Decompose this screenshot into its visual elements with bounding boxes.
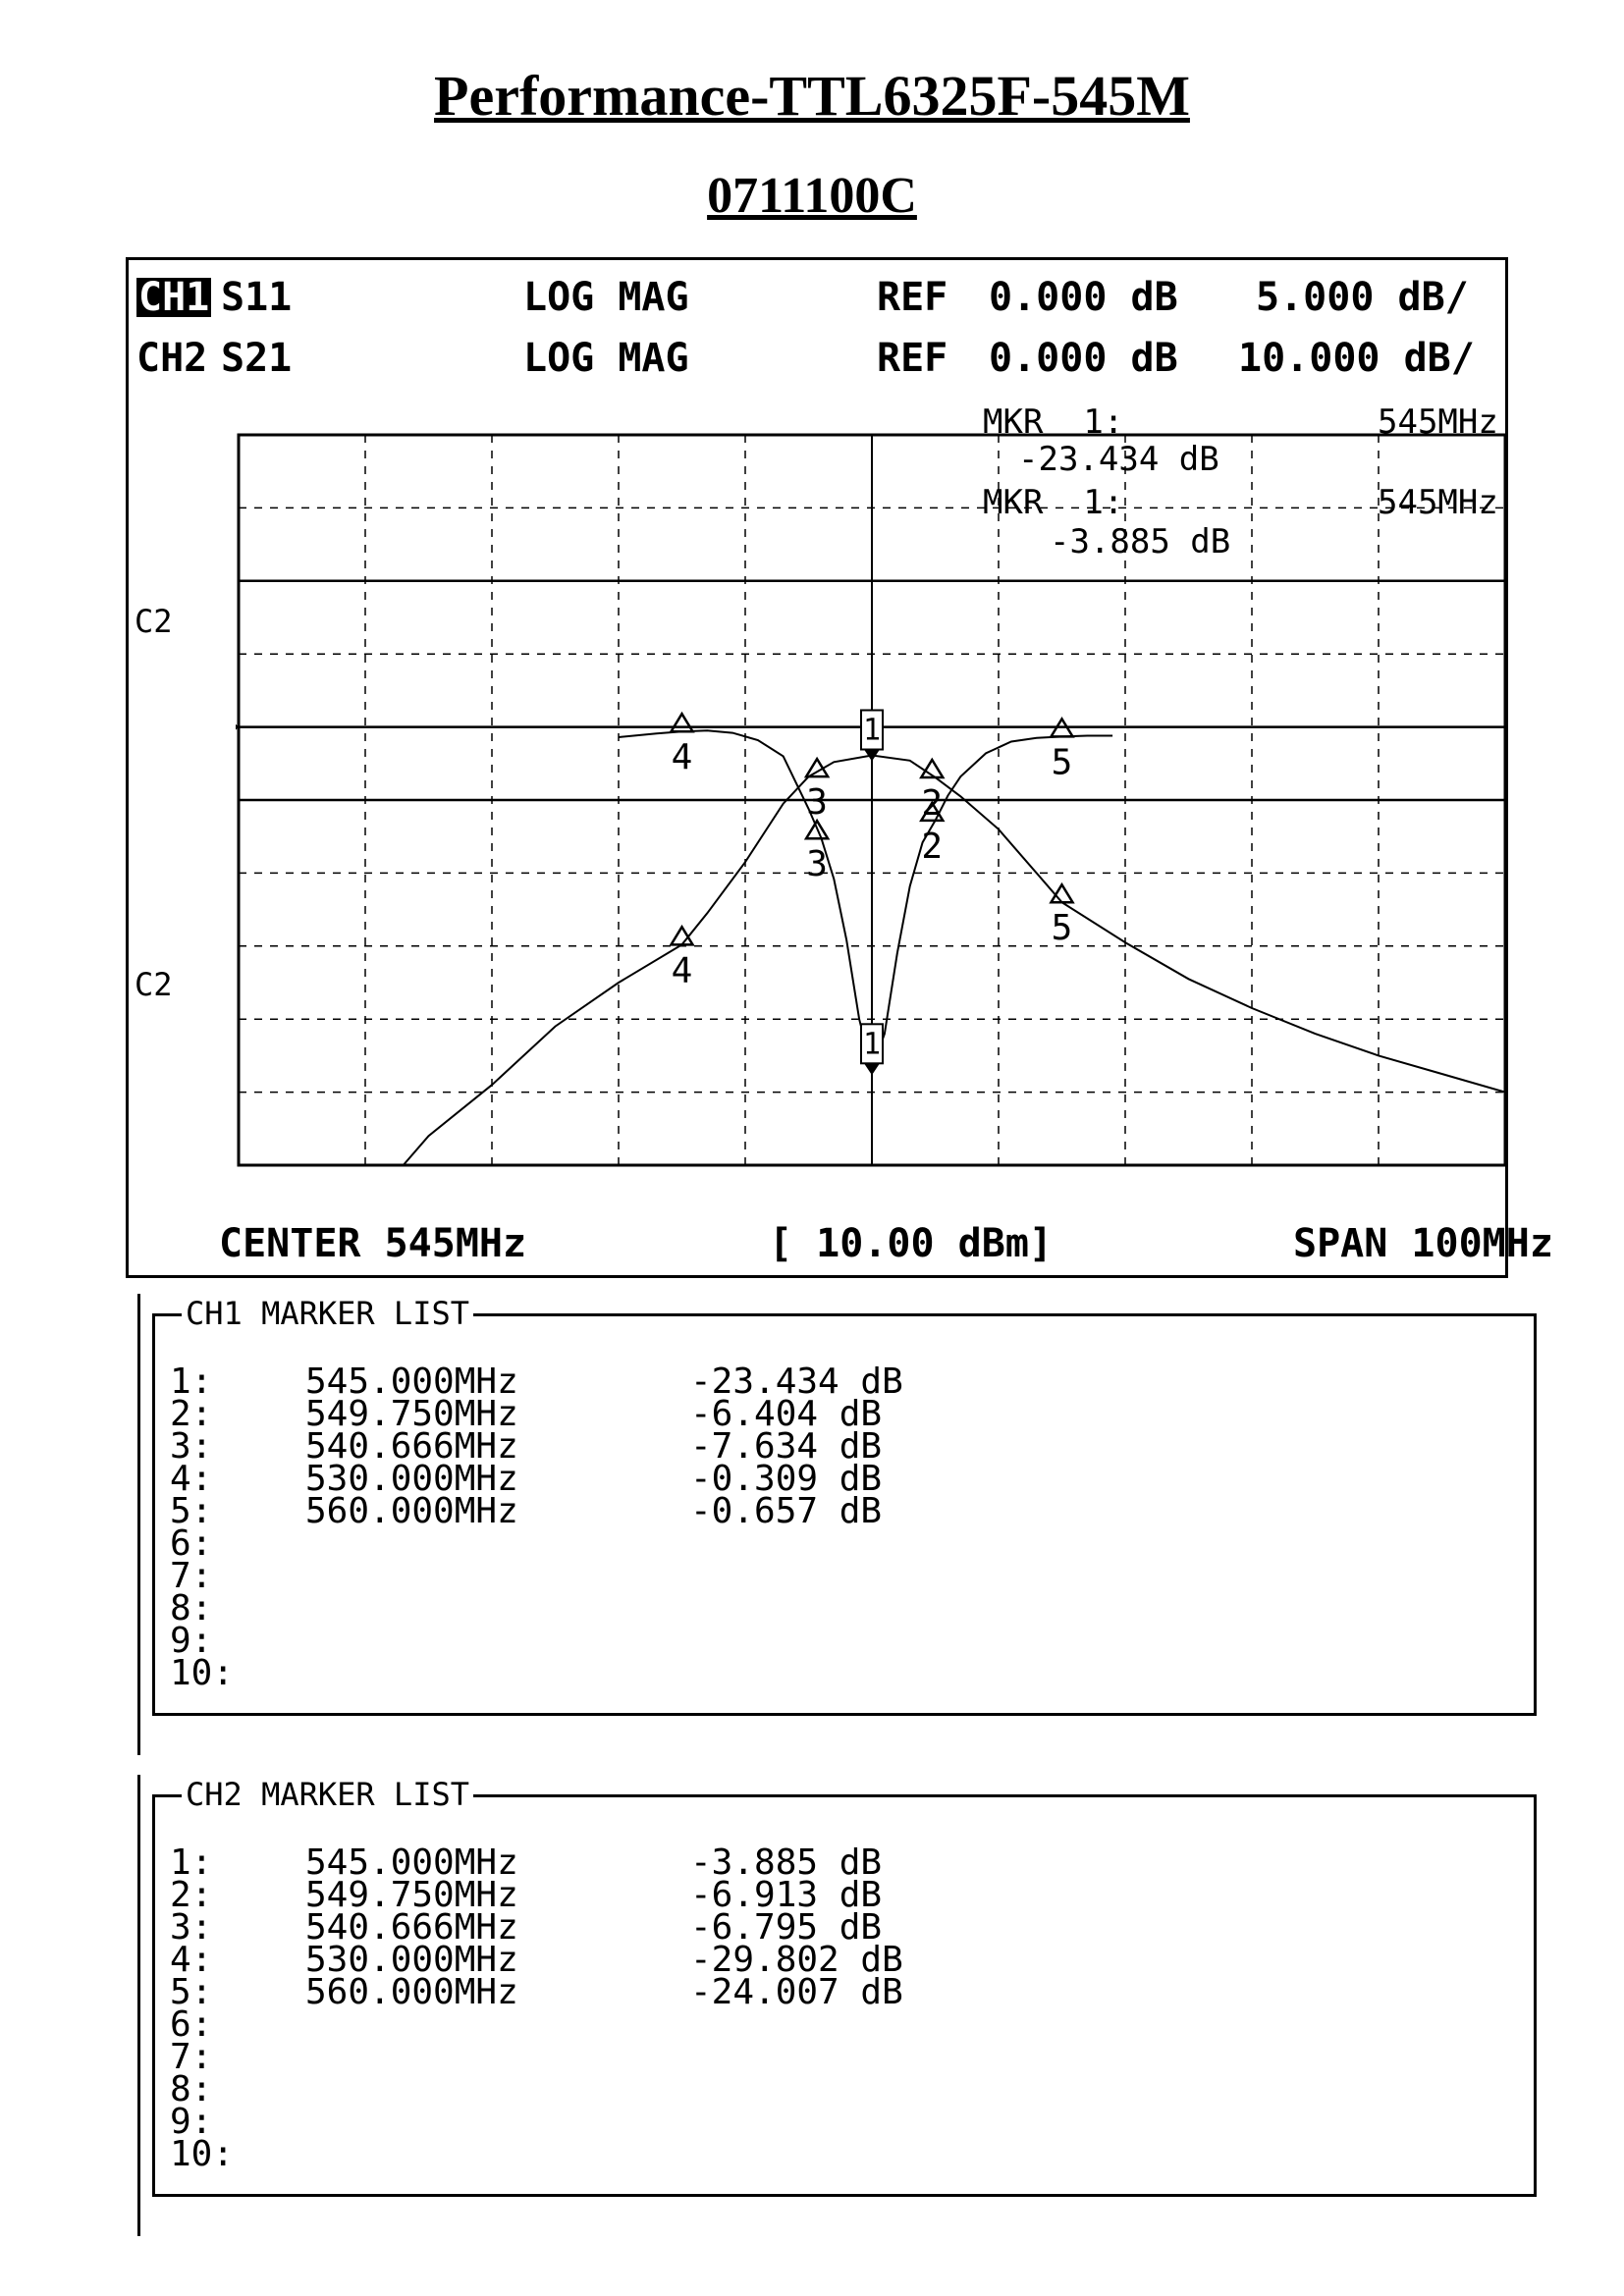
marker-index: 4: <box>170 1459 213 1499</box>
ch2-axis-label: C2 <box>135 966 173 1003</box>
ch1-id: CH1 <box>138 275 210 320</box>
marker-2-label: 2 <box>921 826 944 867</box>
marker-1-label: 1 <box>862 1027 882 1062</box>
marker-index: 5: <box>170 1972 213 2012</box>
marker-frequency: 549.750MHz <box>305 1394 518 1434</box>
marker-1-pointer <box>864 1063 880 1075</box>
marker-index: 6: <box>170 1523 213 1564</box>
marker-frequency: 545.000MHz <box>305 1362 518 1402</box>
ch2-marker-list-title: CH2 MARKER LIST <box>182 1779 473 1810</box>
ch1-marker-list-title: CH1 MARKER LIST <box>182 1298 473 1329</box>
frequency-span: SPAN 100MHz <box>1293 1221 1553 1266</box>
marker-index: 3: <box>170 1426 213 1467</box>
marker-value: -24.007 dB <box>690 1972 903 2012</box>
marker-value: -6.795 dB <box>690 1907 883 1948</box>
ch1-marker-list-panel <box>137 1294 1544 1755</box>
document-title: Performance-TTL6325F-545M <box>434 64 1190 128</box>
marker-index: 10: <box>170 2134 235 2174</box>
marker-index: 1: <box>170 1362 213 1402</box>
mkr2-freq: 545MHz <box>1378 483 1498 522</box>
mkr1-label: MKR 1: <box>983 402 1124 442</box>
marker-value: -6.913 dB <box>690 1875 883 1915</box>
marker-frequency: 530.000MHz <box>305 1459 518 1499</box>
marker-value: -7.634 dB <box>690 1426 883 1467</box>
ch2-ref-label: REF <box>877 336 948 381</box>
marker-index: 5: <box>170 1491 213 1531</box>
marker-4-triangle <box>672 714 693 731</box>
trace-ch1-s11 <box>619 730 1112 1069</box>
marker-index: 8: <box>170 1588 213 1629</box>
ch1-ref-label: REF <box>877 275 948 320</box>
marker-index: 8: <box>170 2069 213 2109</box>
ch1-axis-label: C2 <box>135 603 173 640</box>
mkr1-value: -23.434 dB <box>1018 440 1219 479</box>
marker-frequency: 549.750MHz <box>305 1875 518 1915</box>
ch2-format: LOG MAG <box>523 336 689 381</box>
marker-index: 3: <box>170 1907 213 1948</box>
marker-4-label: 4 <box>671 950 693 991</box>
marker-value: -3.885 dB <box>690 1842 883 1883</box>
marker-index: 9: <box>170 1621 213 1661</box>
center-frequency: CENTER 545MHz <box>219 1221 527 1266</box>
marker-1-label: 1 <box>862 713 882 748</box>
marker-index: 7: <box>170 1556 213 1596</box>
mkr1-freq: 545MHz <box>1378 402 1498 442</box>
ch2-scale: 10.000 dB/ <box>1238 336 1475 381</box>
marker-frequency: 530.000MHz <box>305 1940 518 1980</box>
document-subtitle: 0711100C <box>707 168 917 224</box>
ch2-ref-value: 0.000 dB <box>989 336 1178 381</box>
marker-index: 9: <box>170 2102 213 2142</box>
ch1-param: S11 <box>221 275 293 320</box>
marker-4-label: 4 <box>671 737 693 778</box>
source-power: [ 10.00 dBm] <box>769 1221 1053 1266</box>
marker-5-label: 5 <box>1051 908 1073 949</box>
marker-frequency: 540.666MHz <box>305 1426 518 1467</box>
ch1-scale: 5.000 dB/ <box>1256 275 1469 320</box>
marker-index: 7: <box>170 2037 213 2077</box>
marker-index: 2: <box>170 1875 213 1915</box>
marker-frequency: 560.000MHz <box>305 1972 518 2012</box>
ch2-marker-list-panel <box>137 1775 1544 2236</box>
marker-value: -23.434 dB <box>690 1362 903 1402</box>
mkr2-label: MKR 1: <box>983 483 1124 522</box>
marker-3-label: 3 <box>806 844 828 885</box>
marker-index: 1: <box>170 1842 213 1883</box>
marker-value: -0.309 dB <box>690 1459 883 1499</box>
trace-plot <box>236 432 1508 1168</box>
marker-frequency: 540.666MHz <box>305 1907 518 1948</box>
marker-3-label: 3 <box>806 782 828 824</box>
marker-index: 10: <box>170 1653 235 1693</box>
marker-frequency: 545.000MHz <box>305 1842 518 1883</box>
marker-value: -0.657 dB <box>690 1491 883 1531</box>
marker-frequency: 560.000MHz <box>305 1491 518 1531</box>
marker-2-label: 2 <box>921 783 944 825</box>
marker-value: -29.802 dB <box>690 1940 903 1980</box>
marker-index: 4: <box>170 1940 213 1980</box>
marker-index: 6: <box>170 2004 213 2045</box>
ch1-format: LOG MAG <box>523 275 689 320</box>
ch2-param: S21 <box>221 336 293 381</box>
ch2-id: CH2 <box>136 336 208 381</box>
marker-5-label: 5 <box>1051 742 1073 783</box>
marker-index: 2: <box>170 1394 213 1434</box>
marker-value: -6.404 dB <box>690 1394 883 1434</box>
mkr2-value: -3.885 dB <box>1050 522 1231 561</box>
ch1-ref-value: 0.000 dB <box>989 275 1178 320</box>
